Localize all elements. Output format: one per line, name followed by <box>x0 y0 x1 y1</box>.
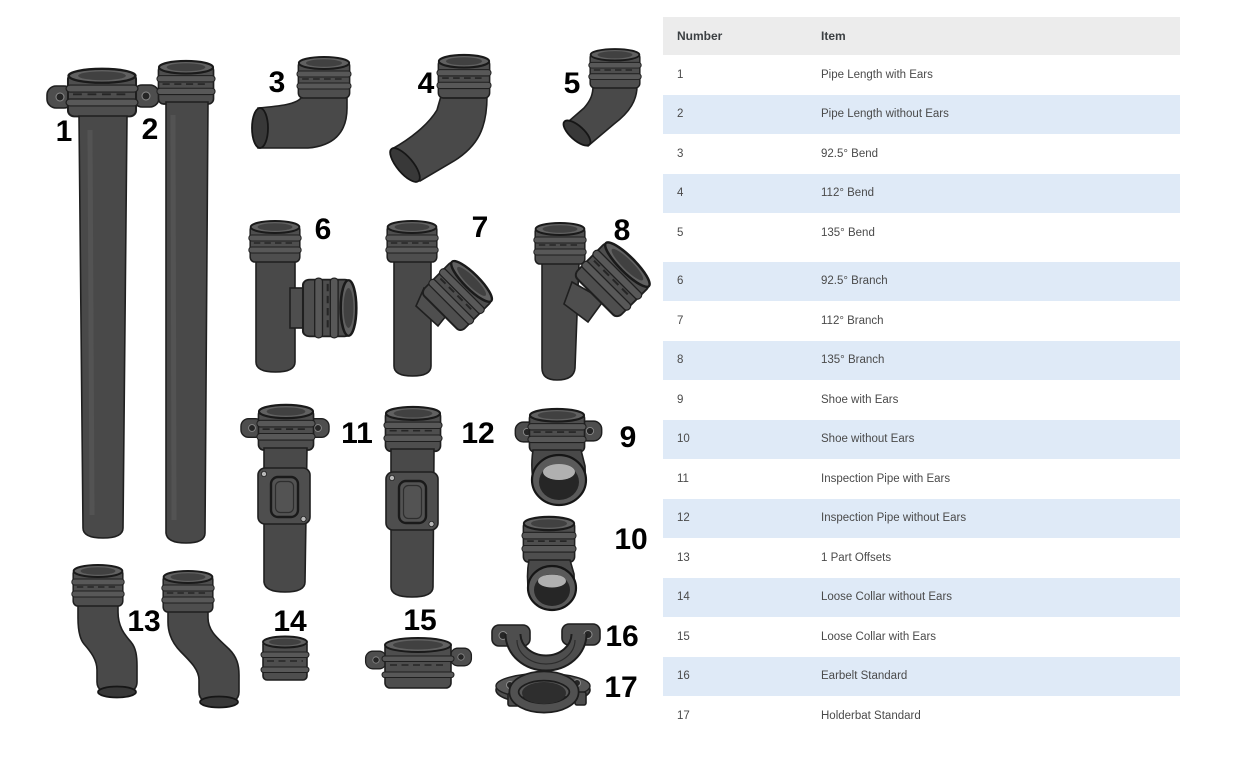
row-item: Earbelt Standard <box>821 670 908 683</box>
row-item: 112° Bend <box>821 187 874 200</box>
table-row <box>663 134 1180 174</box>
table-row <box>663 55 1180 95</box>
row-item: 92.5° Bend <box>821 147 879 160</box>
fitting-135-branch <box>534 223 656 380</box>
label-3: 3 <box>268 66 286 99</box>
label-13: 13 <box>127 605 161 638</box>
table-row <box>663 578 1180 618</box>
fitting-112-bend <box>385 55 491 186</box>
row-item: Shoe without Ears <box>821 433 915 446</box>
row-item: 135° Branch <box>821 354 885 367</box>
table-row <box>663 657 1180 697</box>
fitting-inspection-pipe-without-ears <box>384 407 442 597</box>
row-number: 2 <box>677 108 684 121</box>
fitting-inspection-pipe-with-ears <box>241 405 329 592</box>
label-4: 4 <box>417 67 435 100</box>
table-row <box>663 459 1180 499</box>
fitting-pipe-length-without-ears <box>157 61 215 543</box>
row-item: Pipe Length without Ears <box>821 108 949 121</box>
fitting-loose-collar-with-ears <box>366 638 472 688</box>
label-1: 1 <box>55 115 73 148</box>
fitting-shoe-with-ears <box>515 409 601 505</box>
fitting-holderbat-standard <box>496 674 590 709</box>
row-item: 1 Part Offsets <box>821 551 892 564</box>
row-number: 12 <box>677 512 690 525</box>
row-number: 13 <box>677 551 690 564</box>
fitting-earbelt-standard <box>492 624 600 664</box>
column-header-item: Item <box>821 29 846 43</box>
table-row <box>663 341 1180 381</box>
label-12: 12 <box>461 417 495 450</box>
column-header-number: Number <box>677 29 723 43</box>
label-9: 9 <box>619 421 637 454</box>
row-item: 112° Branch <box>821 314 884 327</box>
fitting-shoe-without-ears <box>522 517 576 610</box>
table-row <box>663 213 1180 253</box>
row-number: 9 <box>677 393 684 406</box>
row-number: 15 <box>677 630 690 643</box>
row-item: 135° Bend <box>821 226 875 239</box>
table-row <box>663 380 1180 420</box>
row-number: 17 <box>677 709 690 722</box>
row-number: 4 <box>677 187 684 200</box>
row-number: 16 <box>677 670 690 683</box>
fitting-112-branch <box>386 221 498 376</box>
row-item: Loose Collar without Ears <box>821 591 953 604</box>
fittings-table <box>663 17 1180 736</box>
table-row <box>663 301 1180 341</box>
table-row <box>663 262 1180 302</box>
row-item: 92.5° Branch <box>821 275 888 288</box>
row-number: 3 <box>677 147 684 160</box>
label-17: 17 <box>604 671 638 704</box>
label-11: 11 <box>341 417 373 450</box>
row-item: Loose Collar with Ears <box>821 630 937 643</box>
row-number: 8 <box>677 354 684 367</box>
table-row <box>663 95 1180 135</box>
table-row <box>663 696 1180 736</box>
label-2: 2 <box>141 113 159 146</box>
row-item: Shoe with Ears <box>821 393 899 406</box>
row-number: 11 <box>677 472 689 485</box>
row-number: 7 <box>677 314 684 327</box>
row-item: Pipe Length with Ears <box>821 68 933 81</box>
row-number: 1 <box>677 68 684 81</box>
label-14: 14 <box>273 605 307 638</box>
table-row <box>663 538 1180 578</box>
label-16: 16 <box>605 620 639 653</box>
row-item: Inspection Pipe without Ears <box>821 512 967 525</box>
row-item: Holderbat Standard <box>821 709 921 722</box>
fitting-92-branch <box>249 221 357 372</box>
label-8: 8 <box>613 214 631 247</box>
row-number: 5 <box>677 226 684 239</box>
label-7: 7 <box>471 211 489 244</box>
label-6: 6 <box>314 213 332 246</box>
table-row <box>663 174 1180 214</box>
table-row <box>663 617 1180 657</box>
row-item: Inspection Pipe with Ears <box>821 472 951 485</box>
table-header <box>663 17 1180 55</box>
label-5: 5 <box>563 67 581 100</box>
row-number: 6 <box>677 275 684 288</box>
label-10: 10 <box>614 523 648 556</box>
fitting-loose-collar-without-ears <box>261 637 309 681</box>
table-row <box>663 420 1180 460</box>
fitting-92-bend <box>252 57 351 148</box>
row-number: 14 <box>677 591 690 604</box>
row-number: 10 <box>677 433 690 446</box>
label-15: 15 <box>403 604 437 637</box>
table-row <box>663 499 1180 539</box>
